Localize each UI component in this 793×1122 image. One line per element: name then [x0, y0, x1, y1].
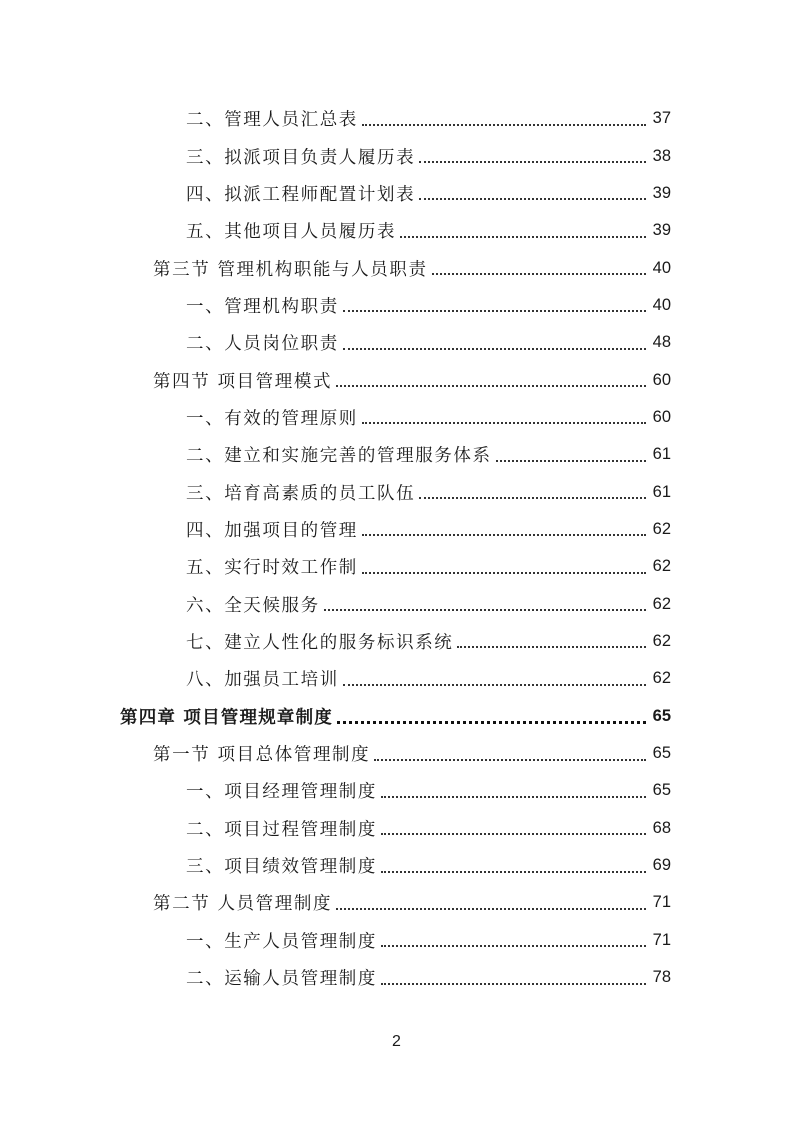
toc-entry-page: 37	[652, 109, 671, 128]
toc-section-entry[interactable]	[153, 884, 671, 921]
dot-leader	[343, 310, 646, 312]
toc-entry-page: 40	[652, 258, 671, 277]
dot-leader	[496, 460, 646, 462]
toc-section-entry[interactable]	[153, 735, 671, 772]
dot-leader	[343, 684, 646, 686]
toc-entry-page: 62	[652, 631, 671, 650]
toc-entry-title: 第四节 项目管理模式	[153, 371, 333, 392]
dot-leader	[336, 385, 646, 387]
toc-entry-title: 四、拟派工程师配置计划表	[186, 184, 416, 205]
toc-entry[interactable]	[186, 585, 671, 622]
toc-entry-title: 一、项目经理管理制度	[186, 782, 377, 803]
toc-entry-page: 62	[652, 557, 671, 576]
toc-entry[interactable]	[186, 847, 671, 884]
toc-entry[interactable]	[186, 511, 671, 548]
toc-chapter-entry[interactable]	[120, 698, 671, 735]
toc-entry-title: 五、其他项目人员履历表	[186, 222, 397, 243]
toc-entry[interactable]	[186, 212, 671, 249]
toc-entry-title: 七、建立人性化的服务标识系统	[186, 632, 454, 653]
dot-leader	[381, 945, 646, 947]
toc-entry-page: 38	[652, 146, 671, 165]
toc-entry-title: 二、运输人员管理制度	[186, 969, 377, 990]
toc-entry-page: 61	[652, 445, 671, 464]
toc-entry-title: 八、加强员工培训	[186, 670, 339, 691]
toc-entry-title: 第一节 项目总体管理制度	[153, 745, 371, 766]
toc-entry-title: 一、有效的管理原则	[186, 408, 358, 429]
toc-entry[interactable]	[186, 137, 671, 174]
toc-entry-title: 二、管理人员汇总表	[186, 110, 358, 131]
dot-leader	[381, 796, 646, 798]
toc-entry-title: 一、管理机构职责	[186, 296, 339, 317]
toc-entry-page: 61	[652, 482, 671, 501]
dot-leader	[419, 161, 646, 163]
toc-entry-page: 65	[652, 781, 671, 800]
dot-leader	[381, 833, 646, 835]
dot-leader	[432, 273, 646, 275]
toc-entry-page: 48	[652, 333, 671, 352]
toc-entry-page: 78	[652, 968, 671, 987]
toc-entry[interactable]	[186, 772, 671, 809]
toc-entry[interactable]	[186, 100, 671, 137]
toc-entry-page: 71	[652, 930, 671, 949]
toc-entry-title: 五、实行时效工作制	[186, 558, 358, 579]
dot-leader	[419, 497, 646, 499]
toc-entry-title: 三、项目绩效管理制度	[186, 857, 377, 878]
toc-entry-page: 39	[652, 221, 671, 240]
dot-leader	[374, 759, 646, 761]
toc-entry-title: 六、全天候服务	[186, 595, 320, 616]
toc-entry[interactable]	[186, 175, 671, 212]
toc-entry-page: 62	[652, 519, 671, 538]
toc-entry-page: 71	[652, 893, 671, 912]
toc-entry-page: 65	[652, 744, 671, 763]
dot-leader	[381, 983, 646, 985]
toc-entry-page: 60	[652, 407, 671, 426]
toc-entry[interactable]	[186, 959, 671, 996]
toc-entry-title: 第四章 项目管理规章制度	[120, 707, 333, 728]
toc-entry-page: 40	[652, 295, 671, 314]
dot-leader	[381, 871, 646, 873]
toc-entry[interactable]	[186, 548, 671, 585]
toc-entry-page: 39	[652, 183, 671, 202]
toc-entry-page: 62	[652, 669, 671, 688]
toc-entry[interactable]	[186, 810, 671, 847]
toc-section-entry[interactable]	[153, 249, 671, 286]
toc-entry-title: 第二节 人员管理制度	[153, 894, 333, 915]
dot-leader	[343, 348, 646, 350]
dot-leader	[324, 609, 646, 611]
dot-leader	[362, 422, 646, 424]
dot-leader	[337, 721, 646, 724]
toc-entry-title: 一、生产人员管理制度	[186, 931, 377, 952]
toc-entry-title: 四、加强项目的管理	[186, 520, 358, 541]
toc-entry[interactable]	[186, 287, 671, 324]
toc-entry-page: 62	[652, 594, 671, 613]
dot-leader	[457, 646, 646, 648]
toc-entry-page: 65	[652, 706, 671, 725]
toc-entry[interactable]	[186, 324, 671, 361]
toc-section-entry[interactable]	[153, 361, 671, 398]
toc-entry[interactable]	[186, 660, 671, 697]
toc-entry-page: 60	[652, 370, 671, 389]
toc-entry-page: 68	[652, 818, 671, 837]
dot-leader	[362, 572, 646, 574]
toc-entry-page: 69	[652, 856, 671, 875]
dot-leader	[362, 534, 646, 536]
toc-entry-title: 三、拟派项目负责人履历表	[186, 147, 416, 168]
table-of-contents	[0, 100, 793, 996]
toc-entry[interactable]	[186, 436, 671, 473]
toc-entry-title: 第三节 管理机构职能与人员职责	[153, 259, 428, 280]
dot-leader	[362, 124, 646, 126]
toc-entry-title: 三、培育高素质的员工队伍	[186, 483, 416, 504]
toc-entry-title: 二、项目过程管理制度	[186, 819, 377, 840]
dot-leader	[419, 198, 646, 200]
toc-entry-title: 二、人员岗位职责	[186, 334, 339, 355]
toc-entry[interactable]	[186, 473, 671, 510]
dot-leader	[400, 236, 646, 238]
page-number: 2	[392, 1033, 401, 1050]
toc-entry[interactable]	[186, 922, 671, 959]
dot-leader	[336, 908, 646, 910]
toc-entry[interactable]	[186, 399, 671, 436]
toc-entry[interactable]	[186, 623, 671, 660]
toc-entry-title: 二、建立和实施完善的管理服务体系	[186, 446, 492, 467]
